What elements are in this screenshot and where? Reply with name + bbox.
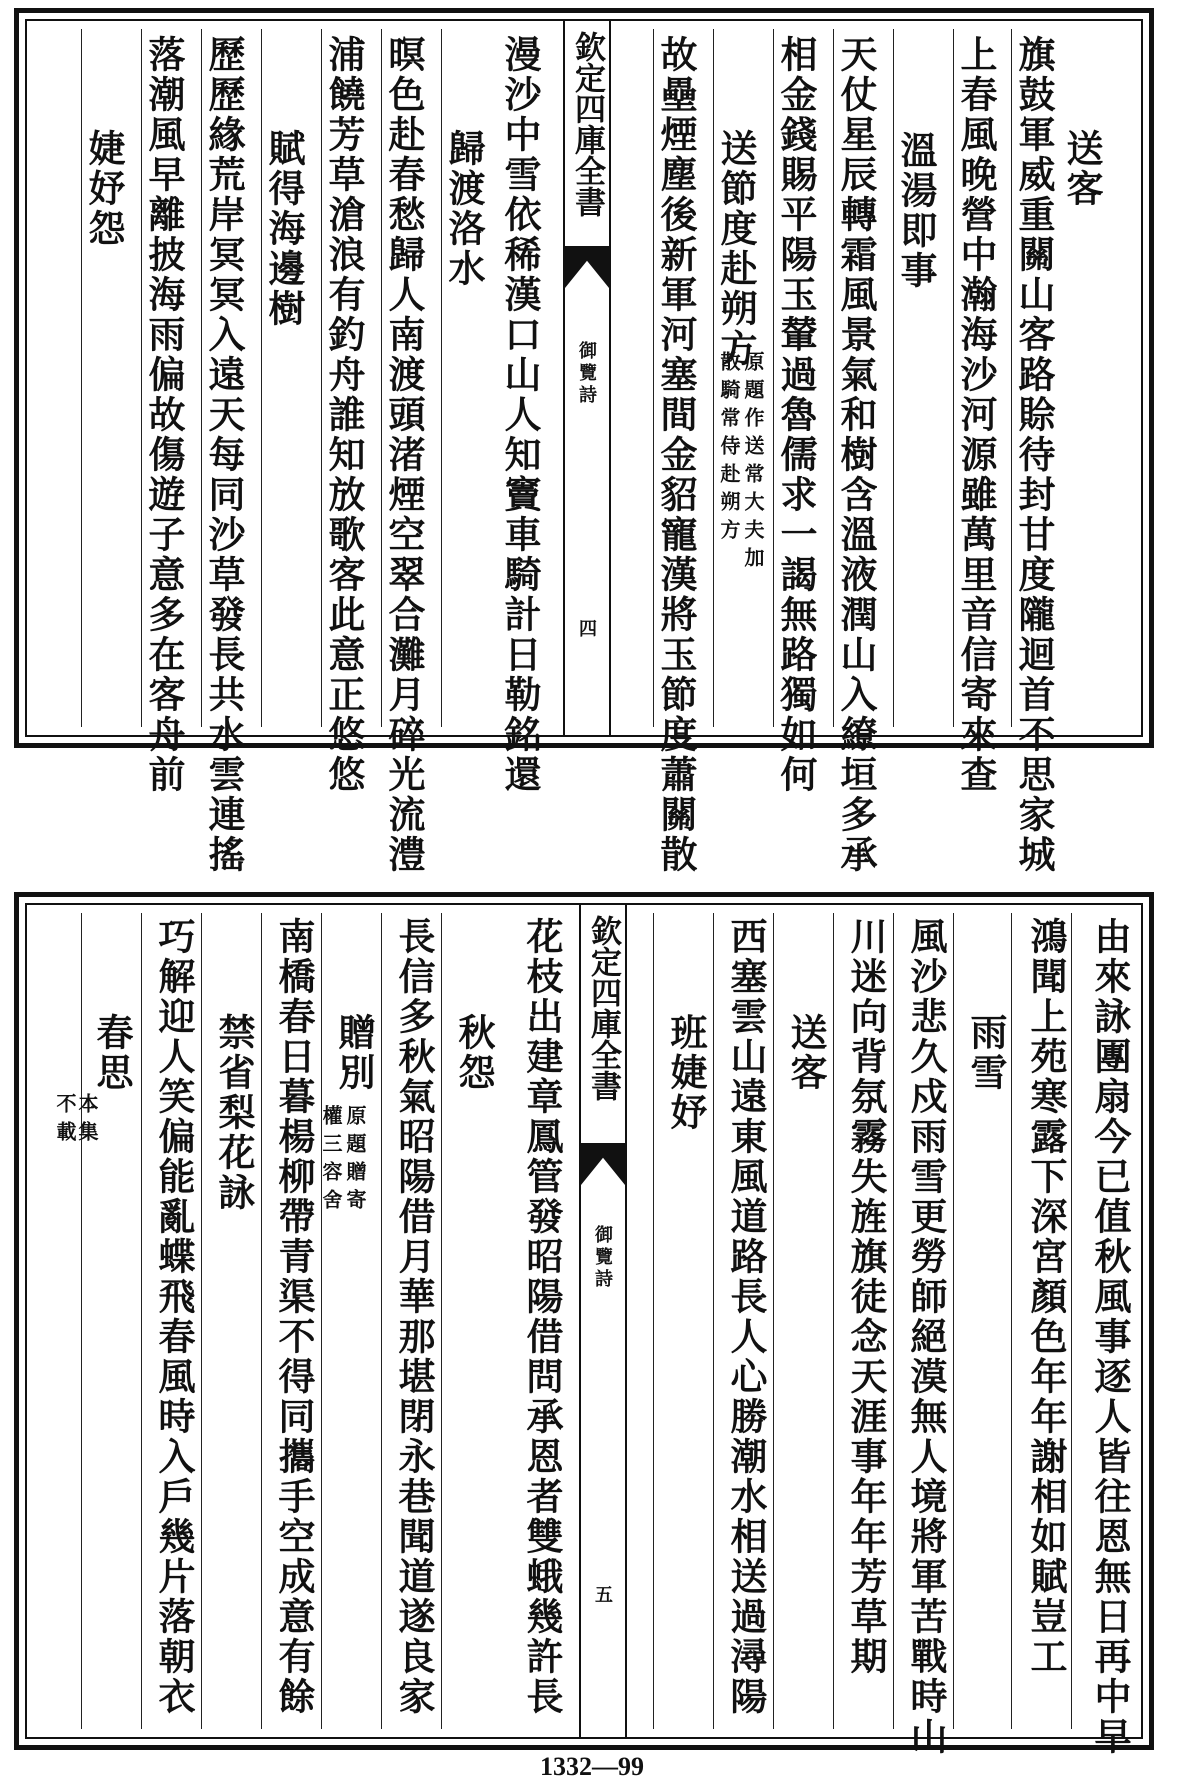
poem-title: 雨雪 bbox=[964, 1013, 1008, 1093]
column-divider bbox=[321, 913, 322, 1729]
column-divider bbox=[1071, 913, 1072, 1729]
banner-title: 欽定四庫全書 bbox=[569, 31, 605, 217]
text-column: 由來詠團扇今已值秋風事逐人皆往恩無日再中早 bbox=[1088, 917, 1132, 1757]
poem-title: 賦得海邊樹 bbox=[262, 129, 306, 329]
title-annotation: 不載 bbox=[53, 1093, 77, 1149]
column-divider bbox=[81, 913, 82, 1729]
banner-page-number: 四 bbox=[576, 619, 597, 637]
text-column: 川迷向背氛霧失旌旗徒念天涯事年年芳草期 bbox=[844, 917, 888, 1677]
column-divider bbox=[833, 913, 834, 1729]
poem-title: 班婕妤 bbox=[664, 1013, 708, 1133]
poem-title: 送客 bbox=[1060, 129, 1104, 209]
column-divider bbox=[261, 913, 262, 1729]
poem-title: 婕妤怨 bbox=[82, 129, 126, 249]
text-column: 暝色赴春愁歸人南渡頭渚煙空翠合灘月碎光流澧 bbox=[382, 35, 426, 875]
text-column: 浦饒芳草滄浪有釣舟誰知放歌客此意正悠悠 bbox=[322, 35, 366, 795]
banner-title: 欽定四庫全書 bbox=[585, 915, 621, 1101]
poem-title: 歸渡洛水 bbox=[442, 129, 486, 289]
center-banner bbox=[579, 905, 627, 1737]
title-annotation: 散騎常侍赴朔方 bbox=[717, 351, 741, 547]
page-code: 1332—99 bbox=[540, 1752, 644, 1781]
column-divider bbox=[201, 913, 202, 1729]
column-divider bbox=[381, 913, 382, 1729]
text-column: 巧解迎人笑偏能亂蝶飛春風時入戶幾片落朝衣 bbox=[152, 917, 196, 1717]
column-divider bbox=[653, 913, 654, 1729]
banner-subtitle: 御覽詩 bbox=[592, 1225, 613, 1291]
text-column: 花枝出建章鳳管發昭陽借問承恩者雙蛾幾許長 bbox=[520, 917, 564, 1717]
text-column: 旗鼓軍威重關山客路賒待封甘度隴迴首不思家城 bbox=[1012, 35, 1056, 875]
text-column: 南橋春日暮楊柳帶青渠不得同攜手空成意有餘 bbox=[272, 917, 316, 1717]
text-column: 天仗星辰轉霜風景氣和樹含溫液潤山入繚垣多承 bbox=[834, 35, 878, 875]
column-divider bbox=[893, 913, 894, 1729]
poem-title: 送節度赴朔方 bbox=[714, 129, 758, 369]
text-column: 歷歷緣荒岸冥冥入遠天每同沙草發長共水雲連搖 bbox=[202, 35, 246, 875]
column-divider bbox=[141, 913, 142, 1729]
top-page bbox=[14, 8, 1154, 875]
column-divider bbox=[1011, 913, 1012, 1729]
text-column: 鴻聞上苑寒露下深宮顏色年年謝相如賦豈工 bbox=[1024, 917, 1068, 1677]
poem-title: 春思 bbox=[90, 1013, 134, 1093]
title-annotation: 權三容舍 bbox=[319, 1105, 343, 1217]
poem-title: 贈別 bbox=[332, 1013, 376, 1093]
title-annotation: 原題贈寄 bbox=[343, 1105, 367, 1217]
column-divider bbox=[953, 913, 954, 1729]
banner-page-number: 五 bbox=[592, 1585, 613, 1603]
fish-tail-mark bbox=[581, 1143, 625, 1185]
center-banner bbox=[563, 21, 611, 735]
column-divider bbox=[441, 913, 442, 1729]
text-column: 長信多秋氣昭陽借月華那堪閉永巷聞道遂良家 bbox=[392, 917, 436, 1717]
poem-title: 禁省梨花詠 bbox=[212, 1013, 256, 1213]
text-column: 落潮風早離披海雨偏故傷遊子意多在客舟前 bbox=[142, 35, 186, 795]
text-column: 上春風晚營中瀚海沙河源雖萬里音信寄來查 bbox=[954, 35, 998, 795]
text-column: 故壘煙塵後新軍河塞間金貂寵漢將玉節度蕭關散 bbox=[654, 35, 698, 875]
page-frame bbox=[25, 903, 1143, 1757]
text-column: 相金錢賜平陽玉輦過魯儒求一謁無路獨如何 bbox=[774, 35, 818, 795]
title-annotation: 原題作送常大夫加 bbox=[741, 351, 765, 575]
bottom-page bbox=[14, 892, 1154, 1757]
banner-subtitle: 御覽詩 bbox=[576, 341, 597, 407]
page-frame bbox=[25, 19, 1143, 875]
text-column: 西塞雲山遠東風道路長人心勝潮水相送過潯陽 bbox=[724, 917, 768, 1717]
column-divider bbox=[773, 913, 774, 1729]
column-divider bbox=[713, 913, 714, 1729]
fish-tail-mark bbox=[565, 246, 609, 288]
poem-title: 送客 bbox=[784, 1013, 828, 1093]
poem-title: 秋怨 bbox=[452, 1013, 496, 1093]
text-column: 風沙悲久戍雨雪更勞師絕漠無人境將軍苦戰時山 bbox=[904, 917, 948, 1757]
poem-title: 溫湯即事 bbox=[894, 131, 938, 291]
text-column: 漫沙中雪依稀漢口山人知竇車騎計日勒銘還 bbox=[498, 35, 542, 795]
title-annotation: 本集 bbox=[75, 1093, 99, 1149]
